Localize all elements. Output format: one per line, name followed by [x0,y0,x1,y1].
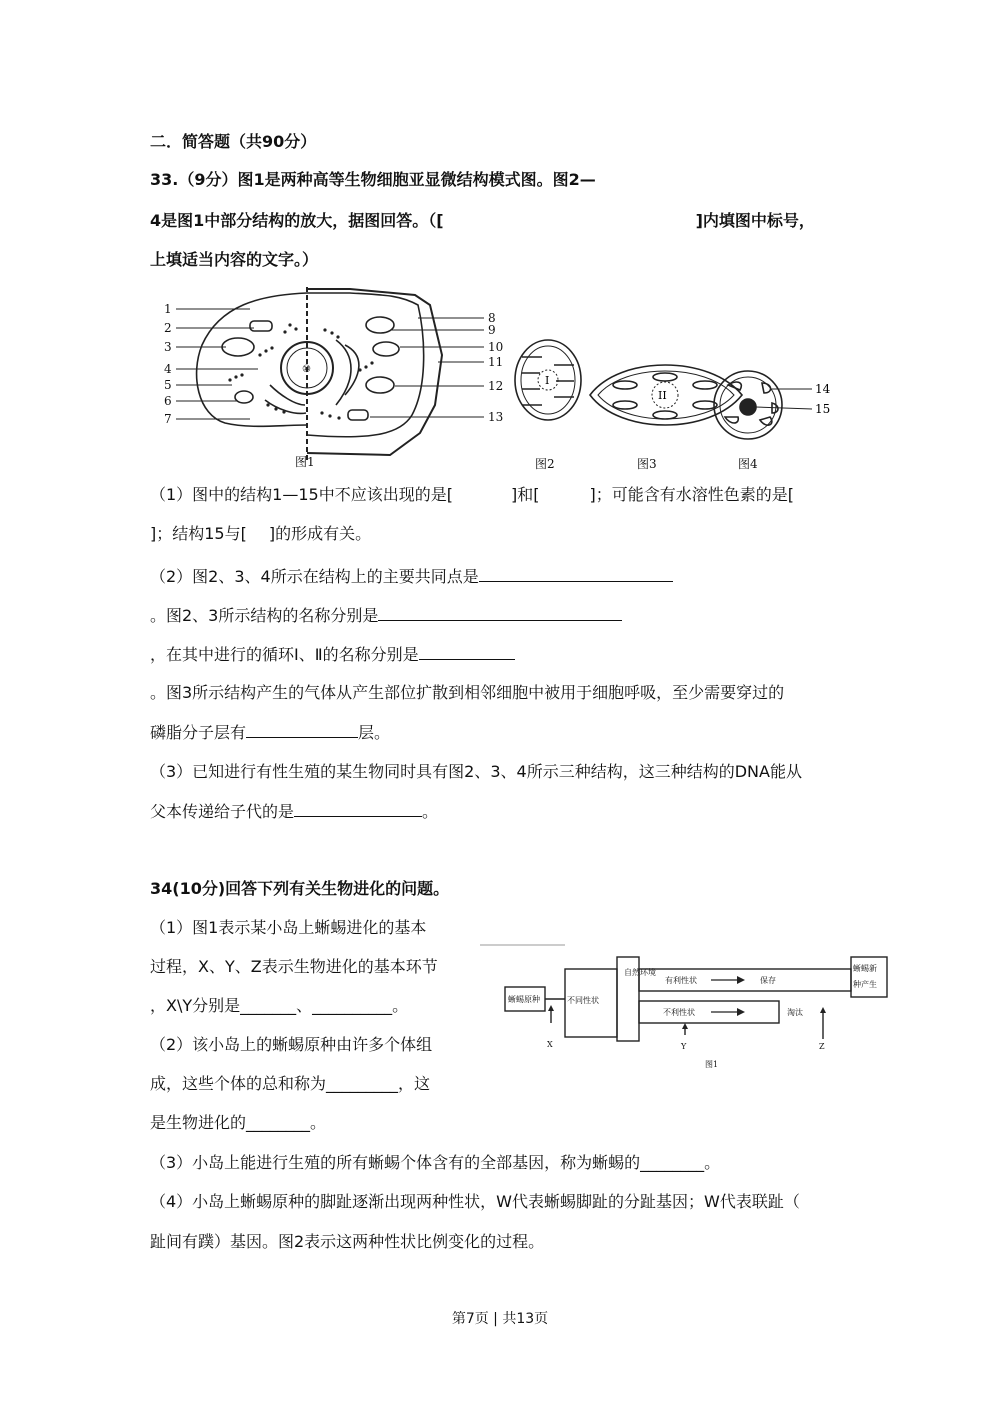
answer-blank[interactable] [378,604,622,621]
q33-p3-text-c: 。 [422,802,439,821]
cell-figure [150,285,850,475]
q33-line1: 33.（9分）图1是两种高等生物细胞亚显微结构模式图。图2— [150,170,596,189]
caption-fig2: 图2 [535,457,555,471]
q34-p2-line1: （2）该小岛上的蜥蜴原种由许多个体组 [150,1035,433,1054]
box-new-species [851,957,887,997]
label-eliminate: 淘汰 [787,1008,803,1017]
q33-part3-line1: （3）已知进行有性生殖的某生物同时具有图2、3、4所示三种结构，这三种结构的DNA能从 [150,762,802,781]
label-caption: 图1 [705,1060,719,1069]
q34-p1-line1: （1）图1表示某小岛上蜥蜴进化的基本 [150,918,427,937]
caption-fig4: 图4 [738,457,758,471]
q34-p1-line3: ，X\Y分别是_______、__________。 [150,996,409,1015]
q33-line2 [150,210,815,232]
fig1-label-9: 9 [488,323,496,337]
fig1-label-6: 6 [164,394,172,408]
q34-p1-line2: 过程，X、Y、Z表示生物进化的基本环节 [150,957,438,976]
q33-part1-line1 [150,484,794,506]
q33-p2-text-c: ，在其中进行的循环Ⅰ、Ⅱ的名称分别是 [150,645,419,664]
fig2-cycle-label: I [545,374,550,387]
fig4-structure [714,371,782,439]
fig1-cell-diagram [197,287,442,460]
label-origin: 蜥蜴原种 [508,995,540,1004]
evolution-diagram [475,935,877,1075]
q33-part1-line2 [150,523,371,545]
environment-text: 自然环境 [624,968,656,977]
section-title: 二．简答题（共90分） [150,132,317,151]
fig1-label-4: 4 [164,362,172,376]
fig1-label-1: 1 [164,302,172,316]
q34-p4-line2: 趾间有蹼）基因。图2表示这两种性状比例变化的过程。 [150,1232,545,1251]
q33-p1-text-c: ]；可能含有水溶性色素的是[ [589,485,794,504]
fig1-label-2: 2 [164,321,172,335]
fig1-label-11: 11 [488,355,504,369]
fig1-label-10: 10 [488,340,504,354]
q33-p1-text-d: ]；结构15与[ [150,524,247,543]
q33-p1-text-b: ]和[ [510,485,540,504]
q33-p3-text-b: 父本传递给子代的是 [150,802,295,821]
q33-part2-line3 [150,643,515,666]
page-footer: 第7页 | 共13页 [451,1311,549,1327]
q33-p1-text-e: ]的形成有关。 [268,524,372,543]
label-preserve: 保存 [760,976,776,985]
q33-part2-line4: 。图3所示结构产生的气体从产生部位扩散到相邻细胞中被用于细胞呼吸，至少需要穿过的 [150,683,785,702]
q33-line3: 上填适当内容的文字。） [150,250,319,269]
q33-part2-line2 [150,604,622,627]
fig1-label-7: 7 [164,412,172,426]
answer-blank[interactable] [294,800,422,817]
label-favorable: 有利性状 [665,976,697,985]
fig1-nucleus-label: ⑩ [302,364,311,375]
q34-p2-line2: 成，这些个体的总和称为_________，这 [150,1074,431,1093]
answer-blank[interactable] [419,643,515,660]
label-traits: 不同性状 [567,996,599,1005]
q33-part2-line5 [150,721,390,744]
label-environment [624,967,656,977]
fig1-label-12: 12 [488,379,504,393]
caption-fig3: 图3 [637,457,657,471]
fig3-cycle-label: II [658,389,667,402]
q34-title: 34(10分)回答下列有关生物进化的问题。 [150,879,450,898]
q33-p2-text-a: （2）图2、3、4所示在结构上的主要共同点是 [150,567,479,586]
q34-p3: （3）小岛上能进行生殖的所有蜥蜴个体含有的全部基因，称为蜥蜴的________。 [150,1153,721,1172]
fig4-label-15: 15 [815,402,831,416]
q33-p1-text-a: （1）图中的结构1—15中不应该出现的是[ [150,485,453,504]
label-new-species-2: 种产生 [853,980,877,989]
label-z: Z [819,1042,825,1051]
bar-unfavorable [639,1001,779,1023]
q33-p2-text-f: 层。 [358,723,391,742]
answer-blank[interactable] [479,565,673,582]
answer-blank[interactable] [246,721,358,738]
label-unfavorable: 不利性状 [663,1008,695,1017]
q34-p4-line1: （4）小岛上蜥蜴原种的脚趾逐渐出现两种性状，W代表蜥蜴脚趾的分趾基因；W代表联趾（ [150,1192,800,1211]
fig1-label-8: 8 [488,311,496,325]
q33-p2-text-b: 。图2、3所示结构的名称分别是 [150,606,379,625]
label-x: X [547,1040,553,1049]
label-new-species-1: 蜥蜴新 [853,964,877,973]
q33-part2-line1 [150,565,673,588]
label-y: Y [681,1042,687,1051]
q33-part3-line2 [150,800,438,823]
fig1-label-13: 13 [488,410,504,424]
caption-fig1: 图1 [295,455,315,469]
fig4-label-14: 14 [815,382,831,396]
fig1-label-5: 5 [164,378,172,392]
fig1-label-3: 3 [164,340,172,354]
q33-line2-a: 4是图1中部分结构的放大，据图回答。（[ [150,211,444,230]
fig1-leader-lines [176,309,484,419]
q34-p2-line3: 是生物进化的________。 [150,1113,327,1132]
q33-line2-b: ]内填图中标号， [695,211,815,230]
q33-p2-text-e: 磷脂分子层有 [150,723,247,742]
